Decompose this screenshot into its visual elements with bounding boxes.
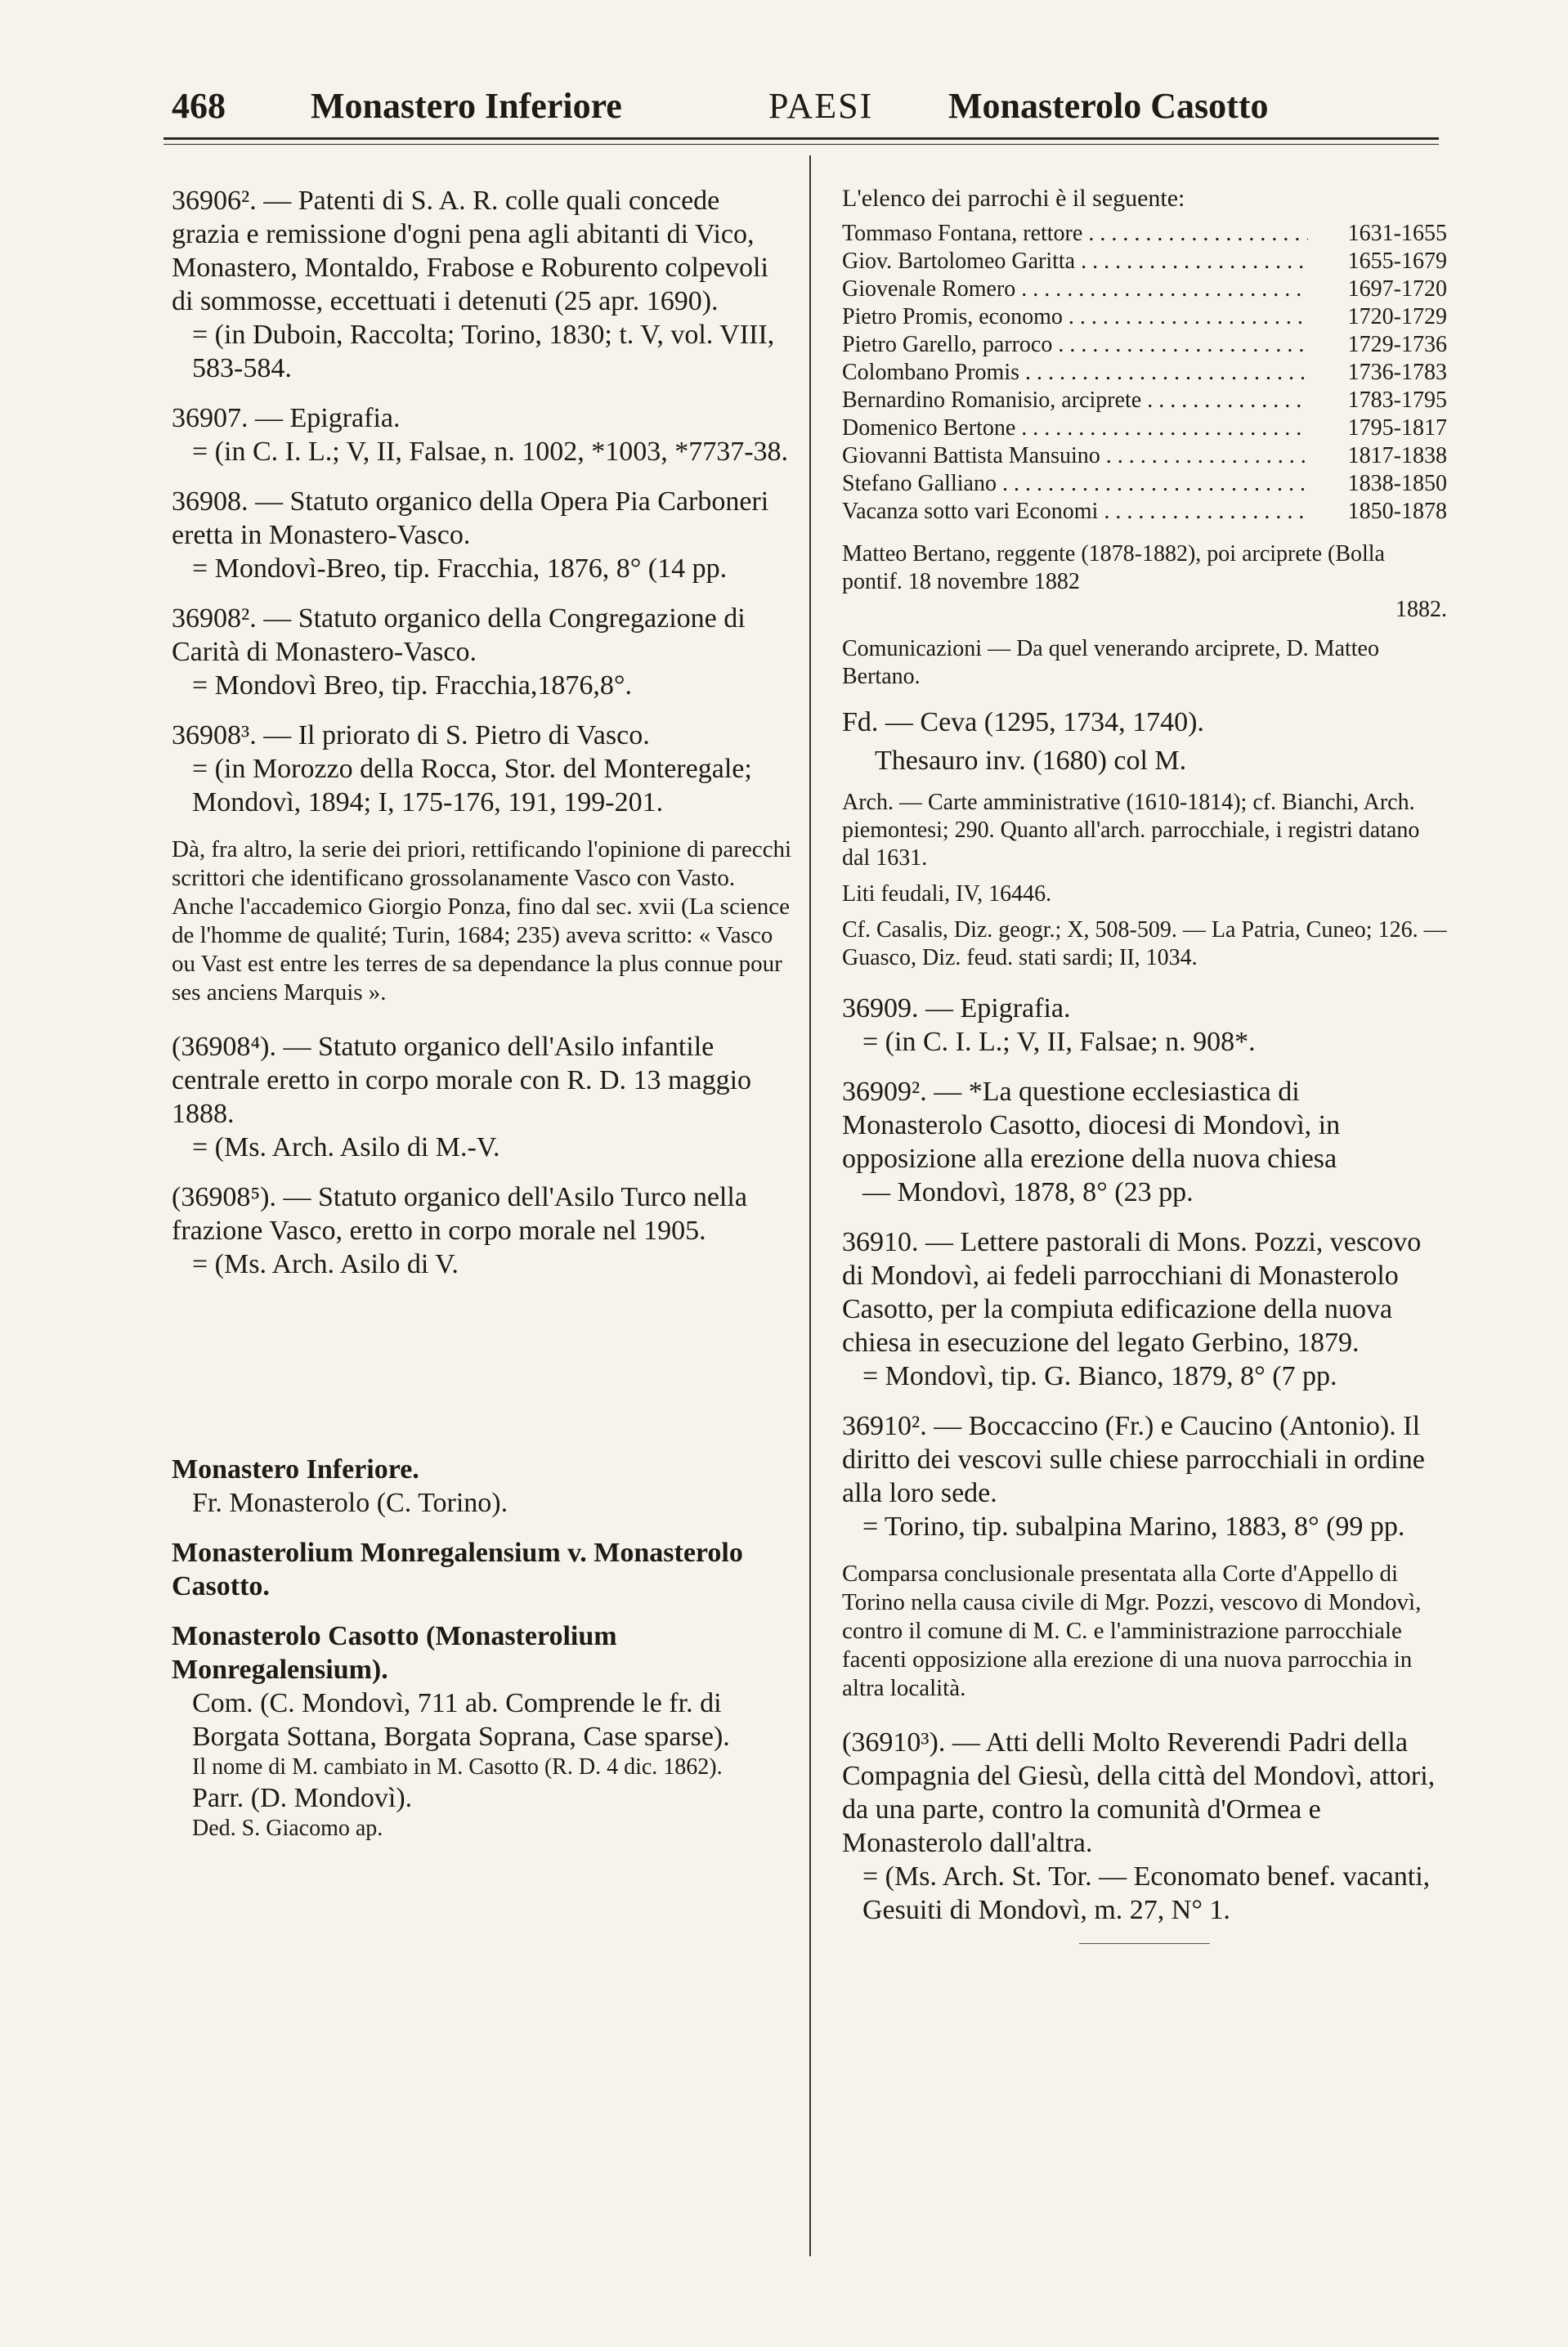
entry-36908-5 xyxy=(172,1180,793,1281)
page-header xyxy=(164,78,1439,135)
end-rule xyxy=(1079,1943,1210,1944)
parish-priest-name: Vacanza sotto vari Economi . . . xyxy=(842,498,1308,526)
entry-reference: = (in Duboin, Raccolta; Torino, 1830; t. V, vol. VIII, 583-584. xyxy=(192,320,775,383)
entry-36908 xyxy=(172,485,793,585)
parish-priest-bertano: Matteo Bertano, reggente (1878-1882), poi arciprete (Bolla pontif. 18 novembre 1882 xyxy=(842,541,1385,594)
entry-text: 36907. — Epigrafia. xyxy=(172,403,401,433)
parish-priest-name: Giov. Bartolomeo Garitta . . . xyxy=(842,248,1308,275)
entry-reference: = (Ms. Arch. St. Tor. — Economato benef. vacanti, Gesuiti di Mondovì, m. 27, N° 1. xyxy=(862,1861,1431,1925)
parish-priest-years: 1795-1817 xyxy=(1347,415,1447,441)
entry-reference: = Mondovì-Breo, tip. Fracchia, 1876, 8° (14 pp. xyxy=(192,553,728,584)
parish-priest-row xyxy=(842,303,1447,331)
place-note: Il nome di M. cambiato in M. Casotto (R. D. 4 dic. 1862). xyxy=(192,1754,723,1780)
parish-priest-years: 1817-1838 xyxy=(1347,443,1447,468)
entry-36910-2 xyxy=(842,1409,1447,1543)
feudal-lawsuits-note: Liti feudali, IV, 16446. xyxy=(842,881,1052,907)
place-parish: Parr. (D. Mondovì). xyxy=(192,1783,413,1813)
entry-reference: = Mondovì, tip. G. Bianco, 1879, 8° (7 pp. xyxy=(862,1361,1337,1391)
parish-priest-years: 1729-1736 xyxy=(1347,332,1447,357)
feudal-entry-continued: Thesauro inv. (1680) col M. xyxy=(875,746,1187,776)
entry-reference: = (Ms. Arch. Asilo di V. xyxy=(192,1249,459,1279)
entry-text: (36910³). — Atti delli Molto Reverendi Padri della Compagnia del Giesù, della città del Mondovì, attori, da una parte, contro la comunità d'Ormea e Monasterolo dall'altra. xyxy=(842,1727,1436,1858)
entry-text: 36910. — Lettere pastorali di Mons. Pozzi, vescovo di Mondovì, ai fedeli parrocchiani di Monasterolo Casotto, per la compiuta edificazione della nuova chiesa in esecuzione del legato Gerbino, 1879. xyxy=(842,1227,1422,1358)
spacer xyxy=(172,1297,793,1453)
header-rule xyxy=(164,137,1439,140)
parish-priest-name: Tommaso Fontana, rettore . . . xyxy=(842,220,1308,248)
running-head-center: PAESI xyxy=(768,86,874,126)
parish-priest-years: 1838-1850 xyxy=(1347,471,1447,496)
entry-36910 xyxy=(842,1225,1447,1393)
entry-reference: = (in C. I. L.; V, II, Falsae, n. 1002, *1003, *7737-38. xyxy=(192,437,789,467)
entry-36909 xyxy=(842,992,1447,1059)
running-head-right: Monasterolo Casotto xyxy=(948,86,1269,126)
entry-36908-2 xyxy=(172,602,793,702)
entry-36907 xyxy=(172,401,793,468)
place-monastero-inferiore xyxy=(172,1453,793,1520)
entry-reference: = (in Morozzo della Rocca, Stor. del Monteregale; Mondovì, 1894; I, 175-176, 191, 199-201. xyxy=(192,754,752,817)
entry-reference: = Mondovì Breo, tip. Fracchia,1876,8°. xyxy=(192,670,632,701)
parish-list-heading: L'elenco dei parrochi è il seguente: xyxy=(842,185,1185,212)
parish-priest-row xyxy=(842,387,1447,414)
entry-36908-3 xyxy=(172,719,793,819)
entry-text: (36908⁴). — Statuto organico dell'Asilo infantile centrale eretto in corpo morale con R. D. 13 maggio 1888. xyxy=(172,1032,752,1129)
entry-text: (36908⁵). — Statuto organico dell'Asilo Turco nella frazione Vasco, eretto in corpo morale nel 1905. xyxy=(172,1182,747,1246)
parish-priest-row xyxy=(842,498,1447,526)
parish-priest-name: Pietro Garello, parroco . . . xyxy=(842,331,1308,359)
parish-priest-name: Giovanni Battista Mansuino . . . xyxy=(842,442,1308,470)
parish-priest-row xyxy=(842,275,1447,303)
entry-text: 36910². — Boccaccino (Fr.) e Caucino (Antonio). Il diritto dei vescovi sulle chiese parrocchiali in ordine alla loro sede. xyxy=(842,1411,1425,1508)
column-divider xyxy=(809,155,811,2256)
entry-36908-4 xyxy=(172,1030,793,1164)
place-monasterolo-casotto xyxy=(172,1619,793,1843)
running-head-left: Monastero Inferiore xyxy=(311,86,622,126)
parish-priest-row xyxy=(842,331,1447,359)
place-detail: Com. (C. Mondovì, 711 ab. Comprende le fr. di Borgata Sottana, Borgata Soprana, Case sparse). xyxy=(192,1688,730,1752)
entry-36909-2 xyxy=(842,1075,1447,1209)
entry-note: Dà, fra altro, la serie dei priori, rettificando l'opinione di parecchi scrittori che identificano grossolanamente Vasco con Vasto. Anche l'accademico Giorgio Ponza, fino dal sec. xvii (La science de l'homme de qualité; Turin, 1684; 235) aveva scritto: « Vasco ou Vast est entre les terres de sa dependance la plus connue pour ses anciens Marquis ». xyxy=(172,836,792,1006)
parish-priest-list xyxy=(842,220,1447,526)
parish-priest-row xyxy=(842,248,1447,275)
entry-note: Comparsa conclusionale presentata alla Corte d'Appello di Torino nella causa civile di Mgr. Pozzi, vescovo di Mondovì, contro il comune di M. C. e l'amministrazione parrocchiale facenti opposizione alla erezione di una nuova parrocchia in altra località. xyxy=(842,1561,1422,1701)
archive-note: Arch. — Carte amministrative (1610-1814); cf. Bianchi, Arch. piemontesi; 290. Quanto all'arch. parrocchiale, i registri datano dal 1631. xyxy=(842,790,1420,871)
parish-priest-years: 1655-1679 xyxy=(1347,249,1447,274)
parish-priest-years: 1783-1795 xyxy=(1347,387,1447,413)
entry-text: 36909. — Epigrafia. xyxy=(842,993,1071,1023)
entry-reference: = Torino, tip. subalpina Marino, 1883, 8° (99 pp. xyxy=(862,1512,1405,1542)
parish-priest-name: Giovenale Romero . . . xyxy=(842,275,1308,303)
parish-priest-years: 1631-1655 xyxy=(1347,221,1447,246)
parish-priest-years: 1736-1783 xyxy=(1347,360,1447,385)
entry-36910-3 xyxy=(842,1726,1447,1927)
parish-priest-name: Bernardino Romanisio, arciprete . . . xyxy=(842,387,1308,414)
parish-priest-row xyxy=(842,220,1447,248)
entry-reference: — Mondovì, 1878, 8° (23 pp. xyxy=(862,1177,1194,1207)
parish-priest-years: 1850-1878 xyxy=(1347,499,1447,524)
place-dedication: Ded. S. Giacomo ap. xyxy=(192,1816,383,1841)
left-column xyxy=(172,184,793,1859)
parish-priest-years: 1720-1729 xyxy=(1347,304,1447,329)
entry-text: 36908². — Statuto organico della Congregazione di Carità di Monastero-Vasco. xyxy=(172,603,746,667)
parish-priest-row xyxy=(842,470,1447,498)
parish-priest-row xyxy=(842,414,1447,442)
entry-text: 36909². — *La questione ecclesiastica di Monasterolo Casotto, diocesi di Mondovì, in opposizione alla erezione della nuova chiesa xyxy=(842,1077,1341,1174)
parish-priest-name: Domenico Bertone . . . xyxy=(842,414,1308,442)
place-heading: Monastero Inferiore. xyxy=(172,1454,419,1485)
header-rule-thin xyxy=(164,144,1439,145)
entry-reference: = (in C. I. L.; V, II, Falsae; n. 908*. xyxy=(862,1027,1256,1057)
parish-priest-years: 1697-1720 xyxy=(1347,276,1447,302)
parish-priest-row xyxy=(842,442,1447,470)
place-heading: Monasterolium Monregalensium v. Monasterolo Casotto. xyxy=(172,1538,743,1601)
place-heading: Monasterolo Casotto (Monasterolium Monregalensium). xyxy=(172,1621,617,1685)
entry-text: 36908³. — Il priorato di S. Pietro di Vasco. xyxy=(172,720,650,750)
parish-priest-row xyxy=(842,359,1447,387)
communications-note: Comunicazioni — Da quel venerando arciprete, D. Matteo Bertano. xyxy=(842,636,1379,689)
parish-priest-name: Pietro Promis, economo . . . xyxy=(842,303,1308,331)
place-monasterolium xyxy=(172,1536,793,1603)
feudal-entry: Fd. — Ceva (1295, 1734, 1740). xyxy=(842,707,1204,737)
bibliography-note: Cf. Casalis, Diz. geogr.; X, 508-509. — La Patria, Cuneo; 126. — Guasco, Diz. feud. stati sardi; II, 1034. xyxy=(842,917,1447,970)
page-number: 468 xyxy=(172,86,226,126)
entry-text: 36908. — Statuto organico della Opera Pia Carboneri eretta in Monastero-Vasco. xyxy=(172,486,769,550)
place-reference: Fr. Monasterolo (C. Torino). xyxy=(192,1488,508,1518)
entry-36906-2 xyxy=(172,184,793,385)
entry-reference: = (Ms. Arch. Asilo di M.-V. xyxy=(192,1132,500,1162)
parish-priest-name: Colombano Promis . . . xyxy=(842,359,1308,387)
parish-priest-name: Stefano Galliano . . . xyxy=(842,470,1308,498)
parish-priest-bertano-year: 1882. xyxy=(1396,597,1447,622)
right-column xyxy=(842,184,1447,1944)
entry-text: 36906². — Patenti di S. A. R. colle quali concede grazia e remissione d'ogni pena agli abitanti di Vico, Monastero, Montaldo, Frabose e Roburento colpevoli di sommosse, eccettuati i detenuti (25 apr. 1690). xyxy=(172,186,768,316)
